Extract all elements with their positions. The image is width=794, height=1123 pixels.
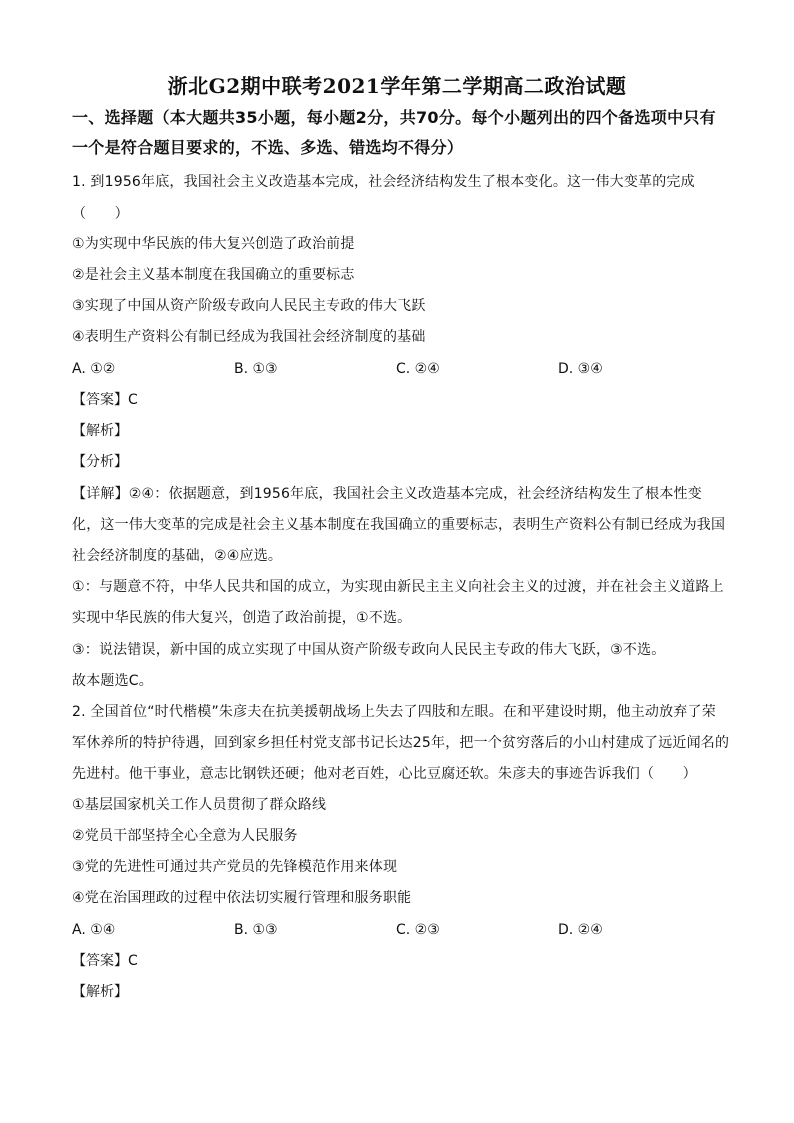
q1-stem-line-1: 1. 到1956年底，我国社会主义改造基本完成，社会经济结构发生了根本变化。这一伟大变革的完成 — [72, 174, 695, 190]
q1-options — [72, 359, 732, 379]
q2-option-a[interactable]: A. ①④ — [72, 922, 116, 938]
q1-item-2: ②是社会主义基本制度在我国确立的重要标志 — [72, 267, 355, 283]
q1-detail-line-6: ③：说法错误，新中国的成立实现了中国从资产阶级专政向人民民主专政的伟大飞跃，③不选。 — [72, 642, 666, 658]
q2-analysis-label: 【解析】 — [72, 984, 128, 1000]
q1-detail-line-7: 故本题选C。 — [72, 673, 153, 689]
q1-stem-line-2: （ ） — [72, 206, 129, 222]
q2-stem-line-3: 先进村。他干事业，意志比钢铁还硬；他对老百姓，心比豆腐还软。朱彦夫的事迹告诉我们（ ） — [72, 766, 697, 782]
q2-options — [72, 920, 732, 940]
q1-fenxi-label: 【分析】 — [72, 454, 128, 470]
q2-item-3: ③党的先进性可通过共产党员的先锋模范作用来体现 — [72, 859, 398, 875]
q1-option-a[interactable]: A. ①② — [72, 361, 116, 377]
q1-analysis-label: 【解析】 — [72, 423, 128, 439]
q1-detail-line-2: 化，这一伟大变革的完成是社会主义基本制度在我国确立的重要标志，表明生产资料公有制已经成为我国 — [72, 517, 726, 533]
q1-option-d[interactable]: D. ③④ — [558, 361, 603, 377]
section-heading-line-1: 一、选择题（本大题共35小题，每小题2分，共70分。每个小题列出的四个备选项中只有 — [72, 108, 716, 127]
q1-detail-line-1: 【详解】②④：依据题意，到1956年底，我国社会主义改造基本完成，社会经济结构发生了根本性变 — [72, 486, 702, 502]
q1-item-3: ③实现了中国从资产阶级专政向人民民主专政的伟大飞跃 — [72, 298, 426, 314]
q2-item-1: ①基层国家机关工作人员贯彻了群众路线 — [72, 797, 327, 813]
q1-item-4: ④表明生产资料公有制已经成为我国社会经济制度的基础 — [72, 329, 426, 345]
q1-item-1: ①为实现中华民族的伟大复兴创造了政治前提 — [72, 236, 355, 252]
q2-item-4: ④党在治国理政的过程中依法切实履行管理和服务职能 — [72, 890, 412, 906]
q1-option-b[interactable]: B. ①③ — [234, 361, 278, 377]
q2-option-d[interactable]: D. ②④ — [558, 922, 603, 938]
q1-option-c[interactable]: C. ②④ — [396, 361, 440, 377]
q1-detail-line-5: 实现中华民族的伟大复兴，创造了政治前提，①不选。 — [72, 610, 412, 626]
q2-answer: 【答案】C — [72, 953, 138, 969]
q2-item-2: ②党员干部坚持全心全意为人民服务 — [72, 828, 298, 844]
q2-option-c[interactable]: C. ②③ — [396, 922, 440, 938]
q2-option-b[interactable]: B. ①③ — [234, 922, 278, 938]
q2-stem-line-1: 2. 全国首位“时代楷模”朱彦夫在抗美援朝战场上失去了四肢和左眼。在和平建设时期，他主动放弃了荣 — [72, 704, 716, 720]
q1-detail-line-3: 社会经济制度的基础，②④应选。 — [72, 548, 283, 564]
section-heading-line-2: 一个是符合题目要求的，不选、多选、错选均不得分） — [72, 138, 464, 157]
q2-stem-line-2: 军休养所的特护待遇，回到家乡担任村党支部书记长达25年，把一个贫穷落后的小山村建成了远近闻名的 — [72, 735, 730, 751]
exam-title: 浙北G2期中联考2021学年第二学期高二政治试题 — [167, 74, 627, 98]
q1-detail-line-4: ①：与题意不符，中华人民共和国的成立，为实现由新民主主义向社会主义的过渡，并在社会主义道路上 — [72, 579, 724, 595]
q1-answer: 【答案】C — [72, 392, 138, 408]
